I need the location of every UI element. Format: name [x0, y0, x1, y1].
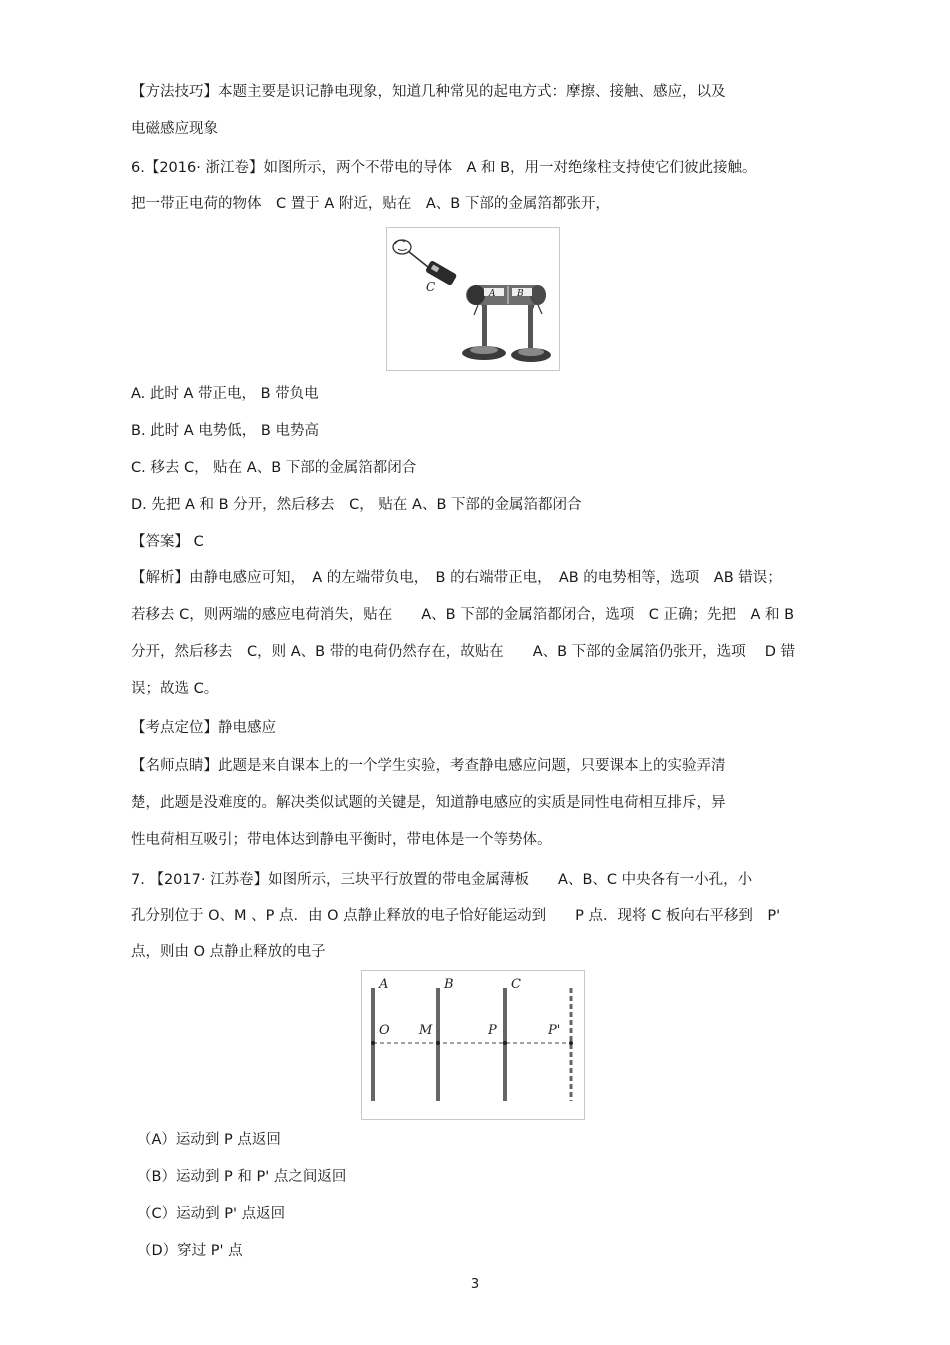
label-a: A [489, 289, 496, 299]
figure-7-svg [361, 970, 585, 1120]
stand-right [528, 305, 533, 349]
label-point-o: O [379, 1023, 390, 1038]
q6-analysis-line-3: 分开，然后移去 C，则 A、B 带的电荷仍然存在，故贴在 A、B 下部的金属箔仍张开，选项 D 错 [131, 644, 796, 660]
q6-analysis-line-4: 误；故选 C。 [131, 681, 219, 697]
q7-option-d: （D）穿过 P' 点 [137, 1243, 243, 1259]
q6-note-line-2: 楚，此题是没难度的。解决类似试题的关键是，知道静电感应的实质是同性电荷相互排斥，异 [131, 795, 726, 811]
q7-option-a: （A）运动到 P 点返回 [137, 1132, 281, 1148]
q7-option-c: （C）运动到 P' 点返回 [137, 1206, 286, 1222]
label-b: B [517, 289, 524, 299]
figure-6-svg [386, 227, 560, 371]
method-tip-line-2: 电磁感应现象 [131, 121, 218, 137]
label-point-p-prime: P' [548, 1023, 561, 1038]
q6-kaodian: 【考点定位】静电感应 [131, 720, 276, 736]
q6-note-line-1: 【名师点睛】此题是来自课本上的一个学生实验，考查静电感应问题，只要课本上的实验弄清 [131, 758, 726, 774]
page-number: 3 [470, 1277, 480, 1292]
q6-analysis-line-2: 若移去 C，则两端的感应电荷消失，贴在 A、B 下部的金属箔都闭合，选项 C 正确；先把 A 和 B [131, 607, 795, 623]
q6-option-a: A. 此时 A 带正电， B 带负电 [131, 386, 319, 402]
figure-electrostatic-induction [386, 227, 560, 371]
q6-line-1: 6.【2016· 浙江卷】如图所示，两个不带电的导体 A 和 B，用一对绝缘柱支持使它们彼此接触。 [131, 160, 757, 176]
q6-line-2: 把一带正电荷的物体 C 置于 A 附近，贴在 A、B 下部的金属箔都张开， [131, 196, 610, 212]
stand-left [482, 305, 487, 349]
label-point-p: P [488, 1023, 497, 1038]
label-plate-a: A [379, 977, 389, 992]
q6-option-d: D. 先把 A 和 B 分开，然后移去 C， 贴在 A、B 下部的金属箔都闭合 [131, 497, 582, 513]
label-point-m: M [419, 1023, 433, 1038]
q6-note-line-3: 性电荷相互吸引；带电体达到静电平衡时，带电体是一个等势体。 [131, 832, 552, 848]
q7-line-3: 点，则由 O 点静止释放的电子 [131, 944, 326, 960]
label-plate-c: C [511, 977, 521, 992]
q7-option-b: （B）运动到 P 和 P' 点之间返回 [137, 1169, 347, 1185]
label-c: C [426, 280, 436, 294]
q7-line-1: 7. 【2017· 江苏卷】如图所示，三块平行放置的带电金属薄板 A、B、C 中央各有一小孔，小 [131, 872, 753, 888]
q6-option-b: B. 此时 A 电势低， B 电势高 [131, 423, 319, 439]
q6-option-c: C. 移去 C， 贴在 A、B 下部的金属箔都闭合 [131, 460, 417, 476]
figure-parallel-plates [361, 970, 585, 1120]
label-plate-b: B [444, 977, 454, 992]
q7-line-2: 孔分别位于 O、M 、P 点．由 O 点静止释放的电子恰好能运动到 P 点．现将 C 板向右平移到 P' [131, 908, 781, 924]
q6-analysis-line-1: 【解析】由静电感应可知， A 的左端带负电， B 的右端带正电， AB 的电势相等，选项 AB 错误； [131, 570, 782, 586]
conductor-ab [466, 285, 546, 305]
q6-answer: 【答案】 C [131, 534, 204, 550]
method-tip-line-1: 【方法技巧】本题主要是识记静电现象，知道几种常见的起电方式：摩擦、接触、感应，以及 [131, 84, 726, 100]
